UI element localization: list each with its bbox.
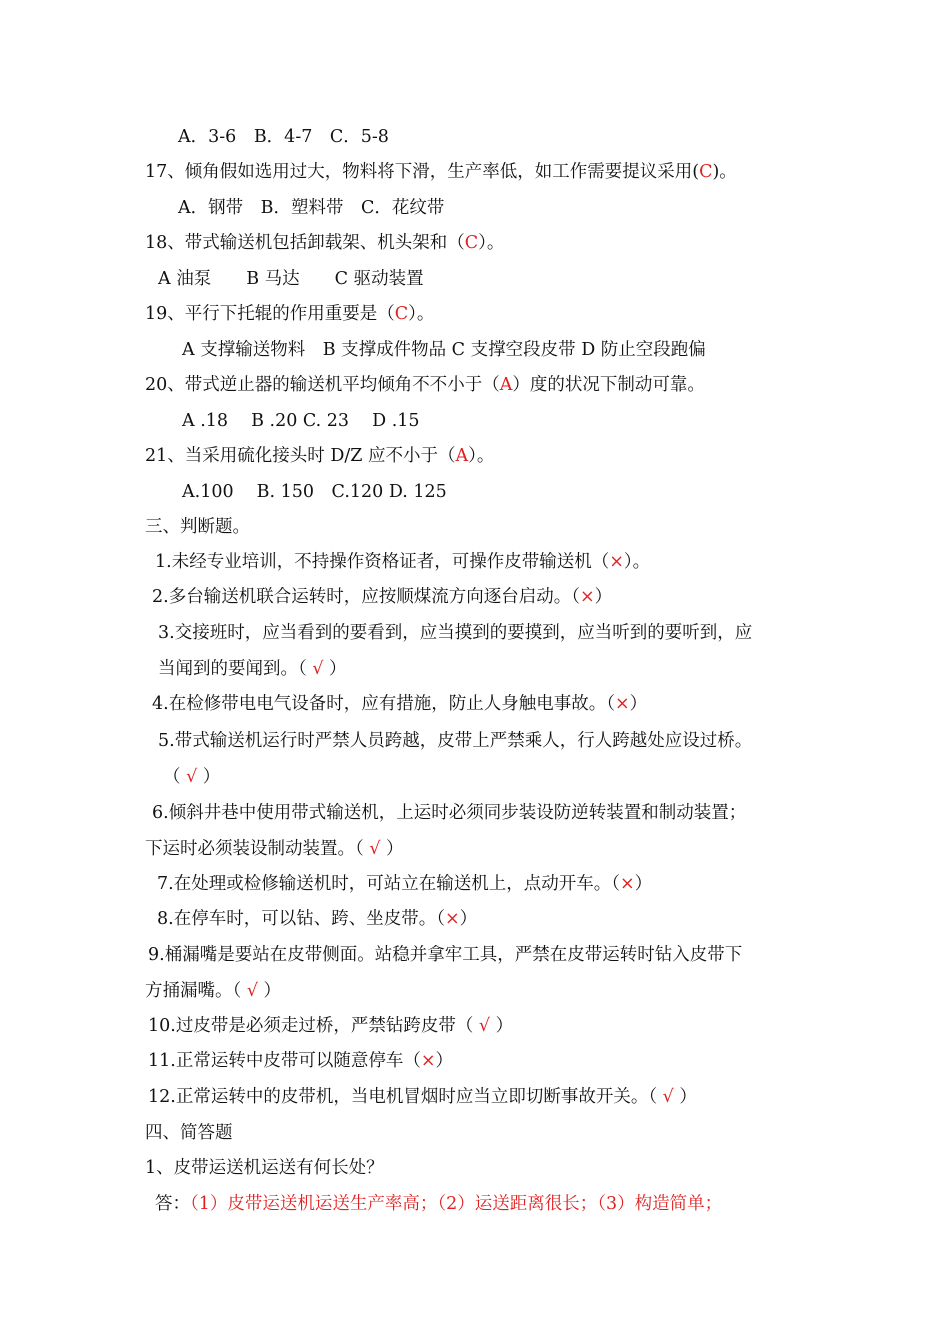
text-line [182, 480, 447, 504]
answer-text: C [464, 233, 479, 253]
text-line [145, 1156, 384, 1180]
text-line [148, 1085, 697, 1109]
text-segment: A．钢带 B．塑料带 C．花纹带 [178, 198, 445, 218]
answer-text: × [420, 1051, 436, 1071]
text-segment: ） [459, 909, 478, 929]
text-line [145, 515, 250, 539]
text-line [157, 907, 477, 931]
text-line [152, 692, 647, 716]
text-line [178, 125, 389, 149]
answer-text: √ [246, 981, 258, 1001]
text-segment: （ [163, 767, 187, 787]
text-segment: ） [197, 767, 221, 787]
answer-text: × [444, 909, 460, 929]
text-line [182, 338, 706, 362]
text-line [145, 979, 281, 1003]
text-line [152, 585, 612, 609]
text-segment: 6.倾斜井巷中使用带式输送机，上运时必须同步装设防逆转装置和制动装置； [152, 803, 747, 823]
answer-text: × [614, 694, 630, 714]
text-segment: A 支撑输送物料 B 支撑成件物品 C 支撑空段皮带 D 防止空段跑偏 [182, 340, 706, 360]
text-segment: 18、带式输送机包括卸载架、机头架和（ [145, 233, 465, 253]
text-line [145, 231, 504, 255]
text-segment: 三、判断题。 [145, 517, 250, 537]
text-segment: ） [435, 1051, 454, 1071]
text-segment: 10.过皮带是必须走过桥，严禁钻跨皮带（ [148, 1016, 479, 1036]
text-segment: ） [673, 1087, 697, 1107]
answer-text: √ [478, 1016, 491, 1036]
text-segment: 21、当采用硫化接头时 D/Z 应不小于（ [145, 446, 456, 466]
text-line [158, 657, 347, 681]
text-segment: ）度的状况下制动可靠。 [512, 375, 705, 395]
text-segment: ）。 [408, 304, 435, 324]
text-segment: 方捅漏嘴。（ [145, 981, 247, 1001]
text-segment: ）。 [468, 446, 495, 466]
text-segment: 下运时必须装设制动装置。（ [145, 839, 370, 859]
answer-text: × [619, 874, 635, 894]
text-line [145, 444, 494, 468]
text-line [182, 409, 420, 433]
text-segment: 2.多台输送机联合运转时，应按顺煤流方向逐台启动。（ [152, 587, 580, 607]
text-segment: A .18 B .20 C. 23 D .15 [182, 411, 420, 431]
text-segment: ）。 [478, 233, 505, 253]
text-segment: ）。 [623, 552, 651, 572]
text-segment: 12.正常运转中的皮带机，当电机冒烟时应当立即切断事故开关。（ [148, 1087, 663, 1107]
text-segment: ） [490, 1016, 514, 1036]
text-line [148, 943, 742, 967]
answer-text: C [699, 162, 713, 182]
text-line [145, 302, 434, 326]
text-segment: 19、平行下托辊的作用重要是（ [145, 304, 395, 324]
text-line [158, 729, 752, 753]
answer-text: × [579, 587, 595, 607]
text-segment: A 油泵 B 马达 C 驱动装置 [158, 269, 424, 289]
text-line [155, 550, 650, 574]
text-segment: 9.桶漏嘴是要站在皮带侧面。站稳并拿牢工具，严禁在皮带运转时钻入皮带下 [148, 945, 743, 965]
text-line [155, 1192, 722, 1216]
text-segment: 答： [155, 1194, 190, 1214]
answer-text: √ [312, 659, 324, 679]
text-segment: 3.交接班时，应当看到的要看到，应当摸到的要摸到，应当听到的要听到，应 [158, 623, 753, 643]
text-segment: 7.在处理或检修输送机时，可站立在输送机上，点动开车。（ [157, 874, 620, 894]
text-line [145, 1121, 233, 1145]
answer-text: √ [186, 767, 198, 787]
answer-text: （1）皮带运送机运送生产率高；（2）运送距离很长；（3）构造简单； [190, 1194, 723, 1214]
text-line [152, 801, 746, 825]
text-segment: ） [380, 839, 404, 859]
answer-text: × [609, 552, 624, 572]
text-segment: ） [594, 587, 613, 607]
text-line [145, 373, 705, 397]
answer-text: A [499, 375, 513, 395]
text-segment: ） [629, 694, 648, 714]
text-line [163, 765, 220, 789]
answer-text: C [394, 304, 409, 324]
text-segment: 17、倾角假如选用过大，物料将下滑，生产率低，如工作需要提议采用( [145, 162, 700, 182]
answer-text: √ [369, 839, 381, 859]
text-segment: ） [634, 874, 653, 894]
text-line [157, 872, 652, 896]
text-segment: 1、皮带运送机运送有何长处？ [145, 1158, 384, 1178]
text-line [145, 160, 737, 184]
text-segment: 1.未经专业培训，不持操作资格证者，可操作皮带输送机（ [155, 552, 610, 572]
answer-text: √ [662, 1087, 674, 1107]
text-segment: 四、简答题 [145, 1123, 233, 1143]
answer-text: A [455, 446, 469, 466]
text-line [178, 196, 444, 220]
text-line [145, 837, 404, 861]
text-segment: ） [257, 981, 282, 1001]
text-segment: 当闻到的要闻到。（ [158, 659, 313, 679]
text-segment: A．3-6 B．4-7 C．5-8 [178, 127, 389, 147]
text-line [158, 267, 424, 291]
text-segment: )。 [712, 162, 737, 182]
text-segment: 8.在停车时，可以钻、跨、坐皮带。（ [157, 909, 445, 929]
text-segment: A.100 B. 150 C.120 D. 125 [182, 482, 447, 502]
text-segment: ） [323, 659, 347, 679]
text-line [158, 621, 752, 645]
text-segment: 4.在检修带电电气设备时，应有措施，防止人身触电事故。（ [152, 694, 615, 714]
text-segment: 20、带式逆止器的输送机平均倾角不不小于（ [145, 375, 500, 395]
text-segment: 11.正常运转中皮带可以随意停车（ [148, 1051, 421, 1071]
text-segment: 5.带式输送机运行时严禁人员跨越，皮带上严禁乘人，行人跨越处应设过桥。 [158, 731, 753, 751]
text-line [148, 1014, 513, 1038]
text-line [148, 1049, 453, 1073]
